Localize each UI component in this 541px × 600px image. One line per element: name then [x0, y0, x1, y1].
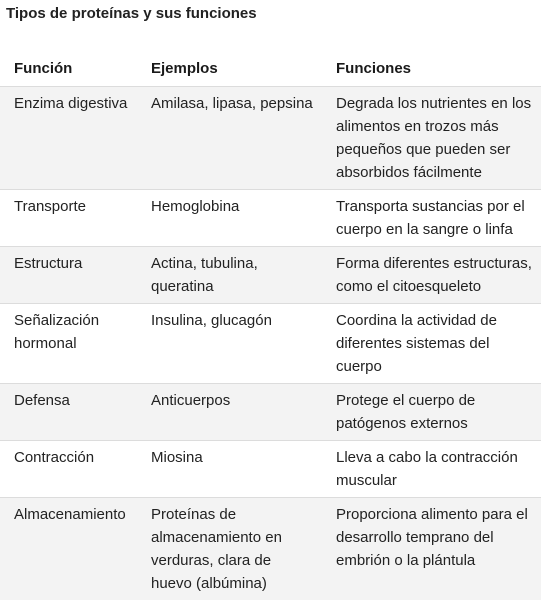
- cell-examples: Proteínas de almacenamiento en verduras, clara de huevo (albúmina): [137, 498, 322, 600]
- table-row: [0, 441, 541, 498]
- header-funcion: Función: [14, 60, 73, 77]
- cell-function: Estructura: [0, 247, 137, 304]
- cell-examples: Anticuerpos: [137, 384, 322, 441]
- cell-function: Enzima digestiva: [0, 87, 137, 190]
- table-row: [0, 87, 541, 190]
- cell-description: Degrada los nutrientes en los alimentos en trozos más pequeños que pueden ser absorbidos fácilmente: [322, 87, 541, 190]
- table-row: [0, 247, 541, 304]
- cell-function: Defensa: [0, 384, 137, 441]
- cell-function: Contracción: [0, 441, 137, 498]
- cell-examples: Hemoglobina: [137, 190, 322, 247]
- header-ejemplos: Ejemplos: [151, 60, 218, 77]
- page-title: Tipos de proteínas y sus funciones: [6, 5, 257, 22]
- cell-examples: Insulina, glucagón: [137, 304, 322, 384]
- protein-table: [0, 49, 541, 600]
- table-row: [0, 384, 541, 441]
- table-row: [0, 304, 541, 384]
- table-row: [0, 498, 541, 600]
- cell-description: Lleva a cabo la contracción muscular: [322, 441, 541, 498]
- cell-description: Proporciona alimento para el desarrollo temprano del embrión o la plántula: [322, 498, 541, 600]
- cell-description: Protege el cuerpo de patógenos externos: [322, 384, 541, 441]
- cell-examples: Miosina: [137, 441, 322, 498]
- cell-function: Transporte: [0, 190, 137, 247]
- table-header-row: [0, 49, 541, 87]
- table-row: [0, 190, 541, 247]
- cell-function: Señalización hormonal: [0, 304, 137, 384]
- cell-description: Forma diferentes estructuras, como el citoesqueleto: [322, 247, 541, 304]
- cell-examples: Actina, tubulina, queratina: [137, 247, 322, 304]
- cell-examples: Amilasa, lipasa, pepsina: [137, 87, 322, 190]
- cell-description: Coordina la actividad de diferentes sistemas del cuerpo: [322, 304, 541, 384]
- cell-function: Almacenamiento: [0, 498, 137, 600]
- cell-description: Transporta sustancias por el cuerpo en la sangre o linfa: [322, 190, 541, 247]
- header-funciones: Funciones: [336, 60, 412, 77]
